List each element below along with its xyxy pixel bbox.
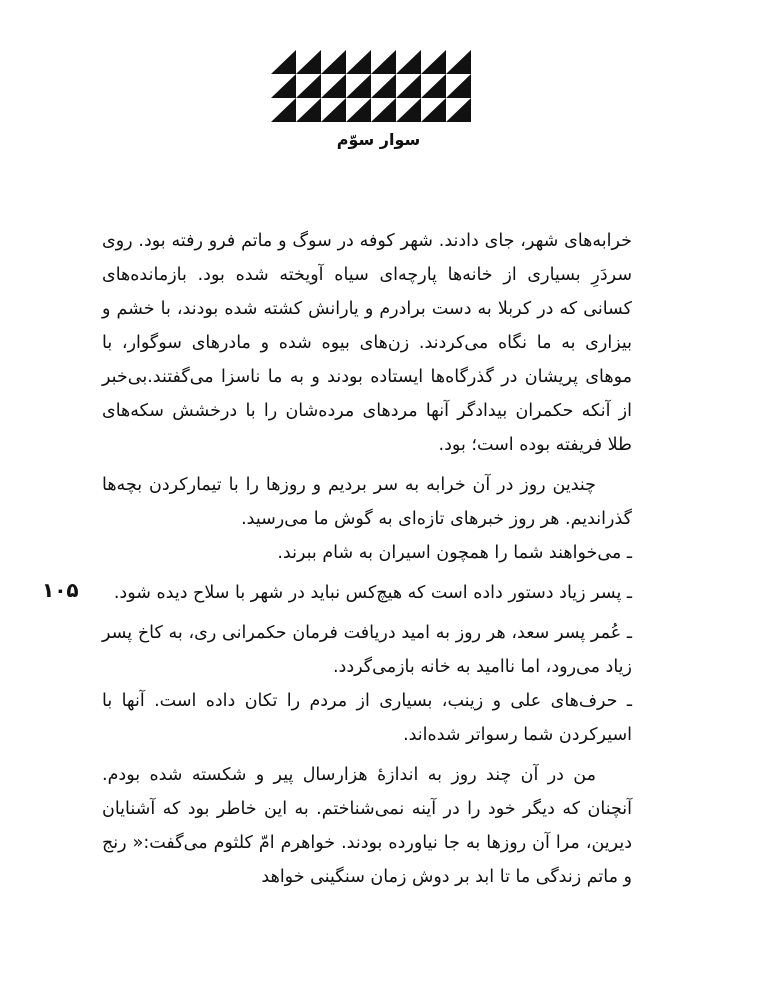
ornament-triangle [446, 98, 471, 122]
ornament-triangle [396, 98, 421, 122]
ornament-triangle [371, 74, 396, 98]
ornament-triangle [371, 98, 396, 122]
dialog-line: ـ عُمر پسر سعد، هر روز به امید دریافت فرمان حکمرانی ری، به کاخ پسر زیاد می‌رود، اما ناامید به خانه بازمی‌گردد. [102, 623, 632, 677]
body-text [102, 224, 632, 894]
ornament-triangle [271, 74, 296, 98]
ornament-triangle [296, 98, 321, 122]
ornament-triangle [421, 50, 446, 74]
ornament-triangle [346, 50, 371, 74]
ornament-triangle [321, 50, 346, 74]
paragraph: خرابه‌های شهر، جای دادند. شهر کوفه در سوگ و ماتم فرو رفته بود. روی سردَرِ بسیاری از خانه‌ها پارچه‌ای سیاه آویخته شده بود. بازمانده‌های کسانی که در کربلا به دست برادرم و یارانش کشته شده بودند، با خشم و بیزاری به ما نگاه می‌کردند. زن‌های بیوه شده و مادرهای سوگوار، با موهای پریشان در گذرگاه‌ها ایستاده بودند و به ما ناسزا می‌گفتند.بی‌خبر از آنکه حکمران بیدادگر آنها مردهای مرده‌شان را با درخشش سکه‌های طلا فریفته بوده است؛ بود. [102, 231, 632, 455]
ornament-triangle [346, 98, 371, 122]
ornament-triangle [396, 50, 421, 74]
ornament-triangle [271, 98, 296, 122]
ornament-triangle [396, 74, 421, 98]
dialog-line: ـ پسر زیاد دستور داده است که هیچ‌کس نباید در شهر با سلاح دیده شود. [113, 583, 632, 603]
ornament-triangle [421, 74, 446, 98]
paragraph: چندین روز در آن خرابه به سر بردیم و روزها را با تیمارکردن بچه‌ها گذراندیم. هر روز خبرهای تازه‌ای به گوش ما می‌رسید. [102, 475, 632, 529]
paragraph: من در آن چند روز به اندازهٔ هزارسال پیر و شکسته شده بودم. آنچنان که دیگر خود را در آینه نمی‌شناختم. به این خاطر بود که آشنایان دیرین، مرا آن روزها به جا نیاورده بودند. خواهرم امّ کلثوم می‌گفت:« رنج و ماتم زندگی ما تا ابد بر دوش زمان سنگینی خواهد [102, 765, 632, 887]
ornament-triangle [421, 98, 446, 122]
ornament-triangle [446, 50, 471, 74]
ornament-triangle [321, 74, 346, 98]
ornament-triangle [346, 74, 371, 98]
ornament-triangle [296, 74, 321, 98]
ornament-triangle [321, 98, 346, 122]
ornament-triangle [296, 50, 321, 74]
ornament-triangle [271, 50, 296, 74]
page-number: ۱۰۵ [42, 578, 79, 602]
ornament-triangle [446, 74, 471, 98]
dialog-line: ـ حرف‌های علی و زینب، بسیاری از مردم را تکان داده است. آنها با اسیرکردن شما رسواتر شده‌اند. [102, 691, 632, 745]
triangle-pattern-icon [271, 50, 471, 122]
ornament-triangle [371, 50, 396, 74]
dialog-line: ـ می‌خواهند شما را همچون اسیران به شام ببرند. [277, 543, 632, 563]
chapter-heading: سوار سوّم [336, 130, 421, 149]
